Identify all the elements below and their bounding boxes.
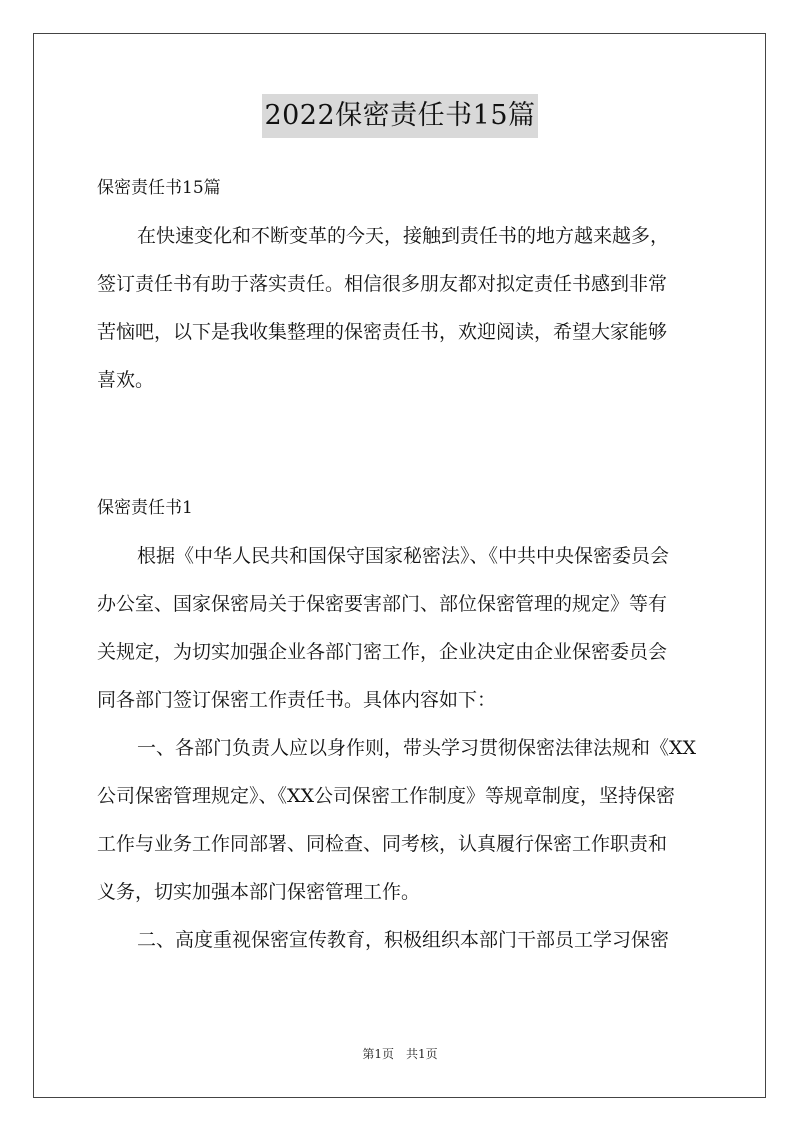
intro-line: 签订责任书有助于落实责任。相信很多朋友都对拟定责任书感到非常 (97, 273, 668, 295)
paragraph-line: 二、高度重视保密宣传教育，积极组织本部门干部员工学习保密 (137, 929, 670, 951)
title-container (0, 94, 800, 138)
paragraph-line: 办公室、国家保密局关于保密要害部门、部位保密管理的规定》等有 (97, 593, 668, 615)
paragraph-line: 义务，切实加强本部门保密管理工作。 (97, 881, 421, 903)
paragraph-line: 工作与业务工作同部署、同检查、同考核，认真履行保密工作职责和 (97, 833, 668, 855)
section-heading: 保密责任书1 (97, 498, 193, 518)
document-body (97, 164, 707, 964)
paragraph-line: 根据《中华人民共和国保守国家秘密法》、《中共中央保密委员会 (137, 545, 670, 567)
intro-line: 苦恼吧，以下是我收集整理的保密责任书，欢迎阅读，希望大家能够 (97, 321, 668, 343)
document-subtitle: 保密责任书15篇 (97, 178, 221, 198)
intro-line: 在快速变化和不断变革的今天，接触到责任书的地方越来越多， (137, 225, 670, 247)
paragraph-line: 公司保密管理规定》、《XX公司保密工作制度》等规章制度，坚持保密 (97, 785, 676, 807)
section-gap (97, 404, 707, 484)
paragraph-line: 同各部门签订保密工作责任书。具体内容如下： (97, 689, 497, 711)
paragraph-line: 一、各部门负责人应以身作则，带头学习贯彻保密法律法规和《XX (137, 737, 697, 759)
page-footer: 第1页 共1页 (362, 1047, 438, 1061)
paragraph-line: 关规定，为切实加强企业各部门密工作，企业决定由企业保密委员会 (97, 641, 668, 663)
document-title: 2022保密责任书15篇 (262, 94, 537, 138)
intro-line: 喜欢。 (97, 369, 155, 391)
